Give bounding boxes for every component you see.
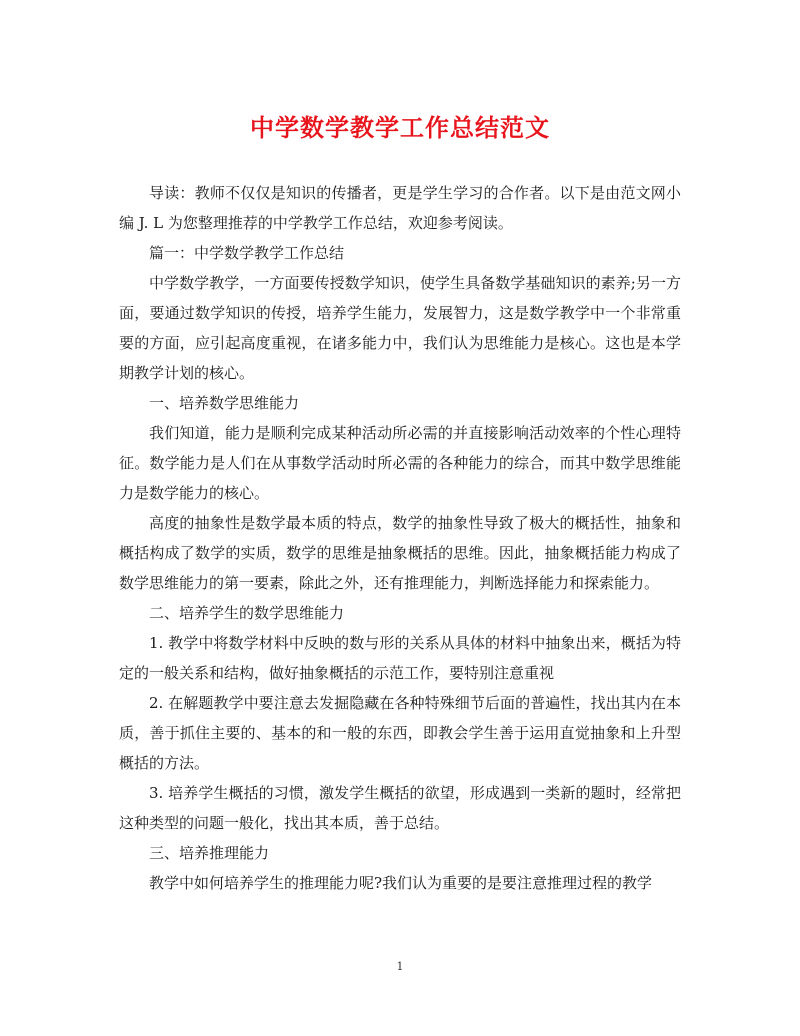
section-heading-3: 三、培养推理能力 bbox=[149, 844, 270, 862]
intro-paragraph: 导读：教师不仅仅是知识的传播者，更是学生学习的合作者。以下是由范文网小编 J. L 为您整理推荐的中学教学工作总结，欢迎参考阅读。 bbox=[119, 184, 681, 232]
body-paragraph: 我们知道，能力是顺利完成某种活动所必需的并直接影响活动效率的个性心理特征。数学能力是人们在从事数学活动时所必需的各种能力的综合，而其中数学思维能力是数学能力的核心。 bbox=[119, 424, 681, 502]
list-item-2: 2. 在解题教学中要注意去发掘隐藏在各种特殊细节后面的普遍性，找出其内在本质，善于抓住主要的、基本的和一般的东西，即教会学生善于运用直觉抽象和上升型概括的方法。 bbox=[119, 694, 681, 772]
section-heading-1: 一、培养数学思维能力 bbox=[149, 394, 300, 412]
document-title: 中学数学教学工作总结范文 bbox=[250, 113, 550, 142]
list-item-3: 3. 培养学生概括的习惯，激发学生概括的欲望，形成遇到一类新的题时，经常把这种类型的问题一般化，找出其本质，善于总结。 bbox=[119, 784, 681, 832]
section-heading-part-one: 篇一：中学数学教学工作总结 bbox=[149, 244, 345, 262]
list-item-1: 1. 教学中将数学材料中反映的数与形的关系从具体的材料中抽象出来，概括为特定的一般关系和结构，做好抽象概括的示范工作，要特别注意重视 bbox=[119, 634, 681, 682]
body-paragraph: 教学中如何培养学生的推理能力呢?我们认为重要的是要注意推理过程的教学 bbox=[149, 874, 653, 892]
body-paragraph: 高度的抽象性是数学最本质的特点，数学的抽象性导致了极大的概括性，抽象和概括构成了数学的实质，数学的思维是抽象概括的思维。因此，抽象概括能力构成了数学思维能力的第一要素，除此之外，还有推理能力，判断选择能力和探索能力。 bbox=[119, 514, 681, 592]
document-body bbox=[119, 178, 681, 898]
body-paragraph: 中学数学教学，一方面要传授数学知识，使学生具备数学基础知识的素养;另一方面，要通过数学知识的传授，培养学生能力，发展智力，这是数学教学中一个非常重要的方面，应引起高度重视，在诸多能力中，我们认为思维能力是核心。这也是本学期教学计划的核心。 bbox=[119, 274, 681, 382]
section-heading-2: 二、培养学生的数学思维能力 bbox=[149, 604, 345, 622]
page-number: 1 bbox=[396, 960, 404, 973]
